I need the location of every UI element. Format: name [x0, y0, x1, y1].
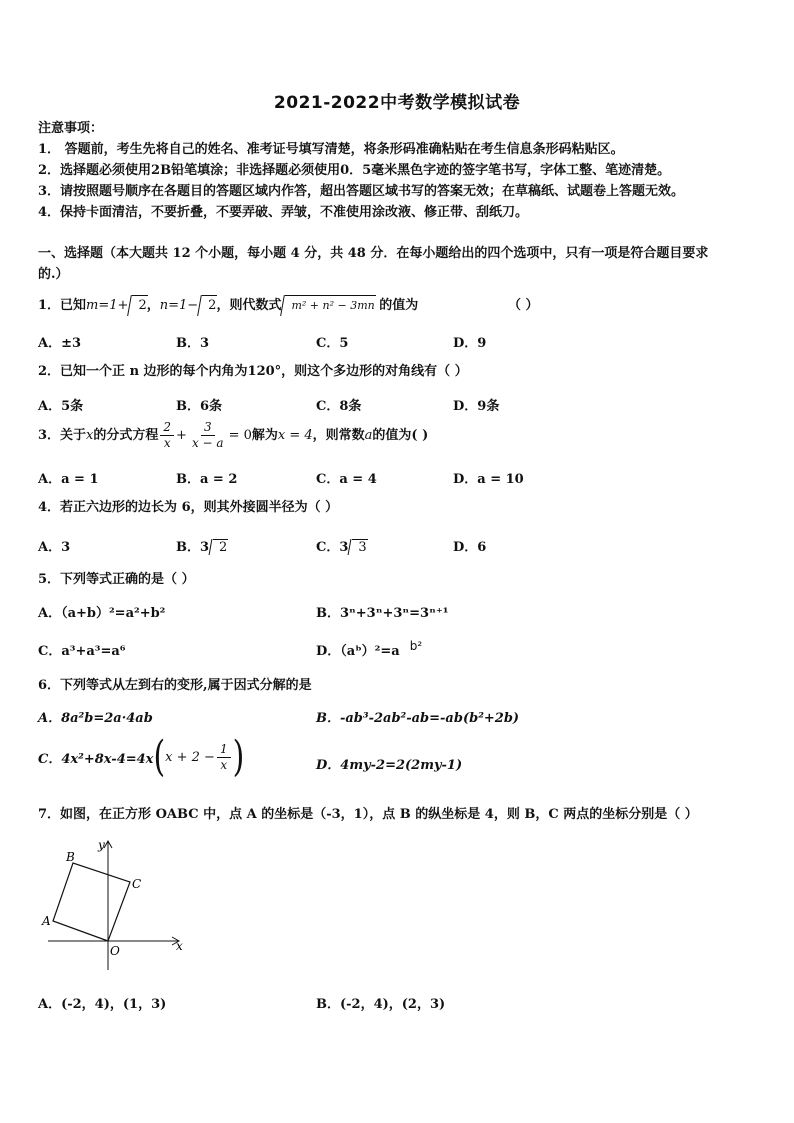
q3-f1-denominator: x [163, 436, 171, 450]
q1-m-expr: m=1+ [86, 298, 129, 313]
q1-option-a: A．±3 [38, 336, 82, 351]
q2-option-a: A．5条 [38, 399, 84, 414]
q1-m-radical: 2 [129, 296, 146, 316]
q3-solution: x = 4 [277, 427, 313, 443]
q4-option-c-coef: C．3 [316, 540, 349, 555]
q3-option-d: D．a = 10 [453, 472, 524, 487]
q5-option-d [316, 640, 422, 659]
q3-f1-numerator: 2 [160, 420, 174, 436]
q6-option-b: B．-ab³-2ab²-ab=-ab(b²+2b) [316, 711, 520, 726]
question-5-stem: 5．下列等式正确的是（ ） [38, 572, 195, 587]
q5-option-c: C．a³+a³=a⁶ [38, 644, 126, 659]
q5-option-b: B．3ⁿ+3ⁿ+3ⁿ=3ⁿ⁺¹ [316, 606, 449, 621]
q4-option-b-radical: 2 [210, 540, 227, 555]
question-2-stem: 2．已知一个正 n 边形的每个内角为120°，则这个多边形的对角线有（ ） [38, 364, 468, 379]
q3-prefix: 3．关于 [38, 427, 87, 443]
q6-frac-denominator: x [220, 758, 228, 772]
q1-answer-paren: （ ） [508, 298, 539, 313]
q3-f2-numerator: 3 [201, 420, 215, 436]
q6-option-c-inner: x + 2 − [165, 750, 215, 765]
label-a: A [42, 914, 51, 928]
q4-option-c-radical: 3 [349, 540, 366, 555]
label-y: y [98, 838, 105, 852]
q6-option-c-fraction [217, 742, 231, 773]
notice-heading: 注意事项： [38, 121, 104, 136]
page-title: 2021-2022中考数学模拟试卷 [273, 93, 521, 113]
q3-option-b: B．a = 2 [176, 472, 238, 487]
q3-var-x: x [86, 427, 94, 443]
q3-option-a: A．a = 1 [38, 472, 99, 487]
q3-fraction-2 [189, 420, 227, 451]
label-c: C [132, 877, 142, 891]
notice-item: 2．选择题必须使用2B铅笔填涂；非选择题必须使用0．5毫米黑色字迹的签字笔书写，字体工整、笔迹清楚。 [38, 163, 671, 178]
label-x: x [176, 939, 183, 953]
q4-option-c [316, 536, 367, 555]
q3-eq: = 0 [228, 427, 252, 443]
q1-prefix: 1．已知 [38, 298, 87, 313]
q3-mid2: 解为 [251, 427, 278, 443]
q3-mid3: ，则常数 [312, 427, 365, 443]
section-heading-line2: 的.） [38, 267, 69, 282]
section-heading-line1: 一、选择题（本大题共 12 个小题，每小题 4 分，共 48 分．在每小题给出的四个选项中，只有一项是符合题目要求 [38, 246, 709, 261]
q5-option-d-exponent: b² [409, 639, 423, 653]
q6-option-c-lhs: C．4x²+8x-4=4x [38, 752, 154, 767]
question-6-stem: 6．下列等式从左到右的变形,属于因式分解的是 [38, 678, 312, 693]
q6-option-d: D．4my-2=2(2my-1) [316, 758, 463, 773]
q7-option-a: A．(-2，4)，(1，3) [38, 997, 167, 1012]
q3-suffix: 的值为( ) [372, 427, 429, 443]
q7-coordinate-figure [38, 836, 188, 978]
q6-option-c [38, 732, 245, 782]
q5-option-a: A．（a+b）²=a²+b² [38, 606, 166, 621]
question-3-stem [38, 420, 428, 451]
q6-option-a: A．8a²b=2a·4ab [38, 711, 153, 726]
q5-option-d-base: D．（aᵇ）²=a [316, 644, 400, 659]
label-b: B [66, 850, 75, 864]
q1-sep: ， [146, 298, 160, 313]
question-7-stem: 7．如图，在正方形 OABC 中，点 A 的坐标是（-3，1），点 B 的纵坐标是 4，则 B，C 两点的坐标分别是（ ） [38, 807, 698, 822]
q1-radical-expression: m² + n² − 3mn [282, 296, 374, 316]
q3-f2-denominator: x − a [191, 436, 224, 450]
question-4-stem: 4．若正六边形的边长为 6，则其外接圆半径为（ ） [38, 500, 339, 515]
question-1-stem [38, 296, 418, 316]
q7-option-b: B．(-2，4)，(2，3) [316, 997, 446, 1012]
q4-option-b [176, 536, 227, 555]
q3-var-a: a [364, 427, 373, 443]
square-oabc [53, 863, 130, 941]
q4-option-a: A．3 [38, 540, 71, 555]
q3-mid1: 的分式方程 [93, 427, 159, 443]
q6-right-paren: ) [232, 732, 245, 782]
q4-option-d: D．6 [453, 540, 487, 555]
q3-option-c: C．a = 4 [316, 472, 377, 487]
q6-left-paren: ( [153, 732, 166, 782]
q6-frac-numerator: 1 [217, 742, 231, 758]
q1-option-d: D．9 [453, 336, 487, 351]
q1-mid: ，则代数式 [216, 298, 282, 313]
notice-item: 4．保持卡面清洁，不要折叠，不要弄破、弄皱，不准使用涂改液、修正带、刮纸刀。 [38, 205, 529, 220]
q1-n-expr: n=1− [159, 298, 199, 313]
q2-option-c: C．8条 [316, 399, 362, 414]
q2-option-d: D．9条 [453, 399, 500, 414]
q1-option-b: B．3 [176, 336, 210, 351]
q3-plus: + [176, 427, 187, 443]
q4-option-b-coef: B．3 [176, 540, 210, 555]
q1-option-c: C．5 [316, 336, 349, 351]
notice-item: 3．请按照题号顺序在各题目的答题区域内作答，超出答题区域书写的答案无效；在草稿纸、试题卷上答题无效。 [38, 184, 685, 199]
q1-n-radical: 2 [199, 296, 216, 316]
notice-item: 1． 答题前，考生先将自己的姓名、准考证号填写清楚，将条形码准确粘贴在考生信息条形码粘贴区。 [38, 142, 624, 157]
q1-suffix: 的值为 [379, 298, 419, 313]
q3-fraction-1 [160, 420, 174, 451]
q2-option-b: B．6条 [176, 399, 223, 414]
label-o: O [110, 944, 120, 958]
